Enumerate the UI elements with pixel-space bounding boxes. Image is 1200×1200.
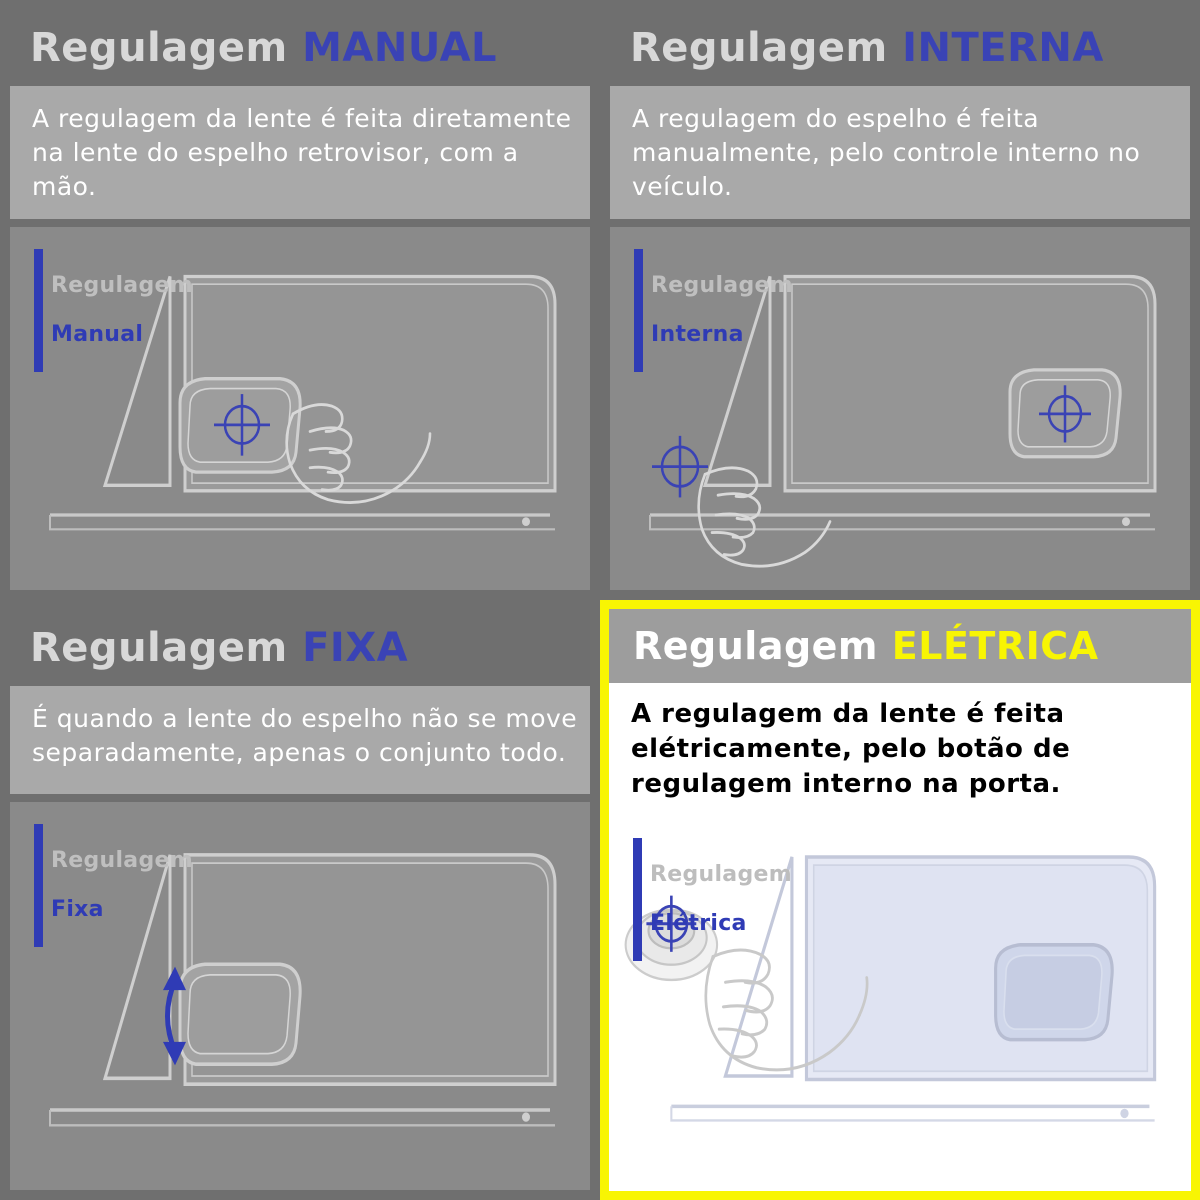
label-bar xyxy=(633,838,642,961)
panel-interna-title-accent: INTERNA xyxy=(902,25,1104,71)
panel-fixa-figure xyxy=(10,802,590,1190)
panel-interna-figure xyxy=(610,227,1190,590)
panel-eletrica-description: A regulagem da lente é feita elétricamente, pelo botão de regulagem interno na porta. xyxy=(609,683,1191,816)
panel-fixa-description: É quando a lente do espelho não se move separadamente, apenas o conjunto todo. xyxy=(10,686,590,794)
panel-interna-title xyxy=(610,10,1190,86)
panel-manual-description: A regulagem da lente é feita diretamente na lente do espelho retrovisor, com a mão. xyxy=(10,86,590,219)
panel-eletrica-figure-label-line1: Regulagem xyxy=(650,861,792,887)
panel-manual-figure xyxy=(10,227,590,590)
panel-manual-figure-label xyxy=(34,249,193,372)
label-bar xyxy=(634,249,643,372)
panel-manual xyxy=(0,0,600,600)
panel-eletrica xyxy=(600,600,1200,1200)
panel-fixa-title xyxy=(10,610,590,686)
panel-fixa-figure-label-line1: Regulagem xyxy=(51,847,193,873)
panel-fixa-title-prefix: Regulagem xyxy=(30,625,303,671)
label-bar xyxy=(34,249,43,372)
panel-interna-title-prefix: Regulagem xyxy=(630,25,903,71)
panel-eletrica-title xyxy=(609,609,1191,683)
panel-manual-title-accent: MANUAL xyxy=(302,25,498,71)
panel-manual-figure-label-line1: Regulagem xyxy=(51,272,193,298)
panel-manual-title-prefix: Regulagem xyxy=(30,25,303,71)
label-bar xyxy=(34,824,43,947)
panel-interna-figure-label-line2: Interna xyxy=(651,322,744,348)
panel-fixa xyxy=(0,600,600,1200)
panel-interna-description: A regulagem do espelho é feita manualmente, pelo controle interno no veículo. xyxy=(610,86,1190,219)
panel-eletrica-title-accent: ELÉTRICA xyxy=(891,624,1099,668)
panel-fixa-figure-label xyxy=(34,824,193,947)
panel-interna xyxy=(600,0,1200,600)
panel-manual-title xyxy=(10,10,590,86)
panel-manual-figure-label-line2: Manual xyxy=(51,322,144,348)
panel-eletrica-figure-label-line2: Elétrica xyxy=(650,911,747,937)
panel-interna-figure-label-line1: Regulagem xyxy=(651,272,793,298)
panel-eletrica-title-prefix: Regulagem xyxy=(633,624,892,668)
panel-interna-figure-label xyxy=(634,249,793,372)
panel-fixa-figure-label-line2: Fixa xyxy=(51,896,104,922)
panel-eletrica-figure xyxy=(609,816,1191,1191)
panel-eletrica-figure-label xyxy=(633,838,792,961)
panel-fixa-title-accent: FIXA xyxy=(302,625,409,671)
